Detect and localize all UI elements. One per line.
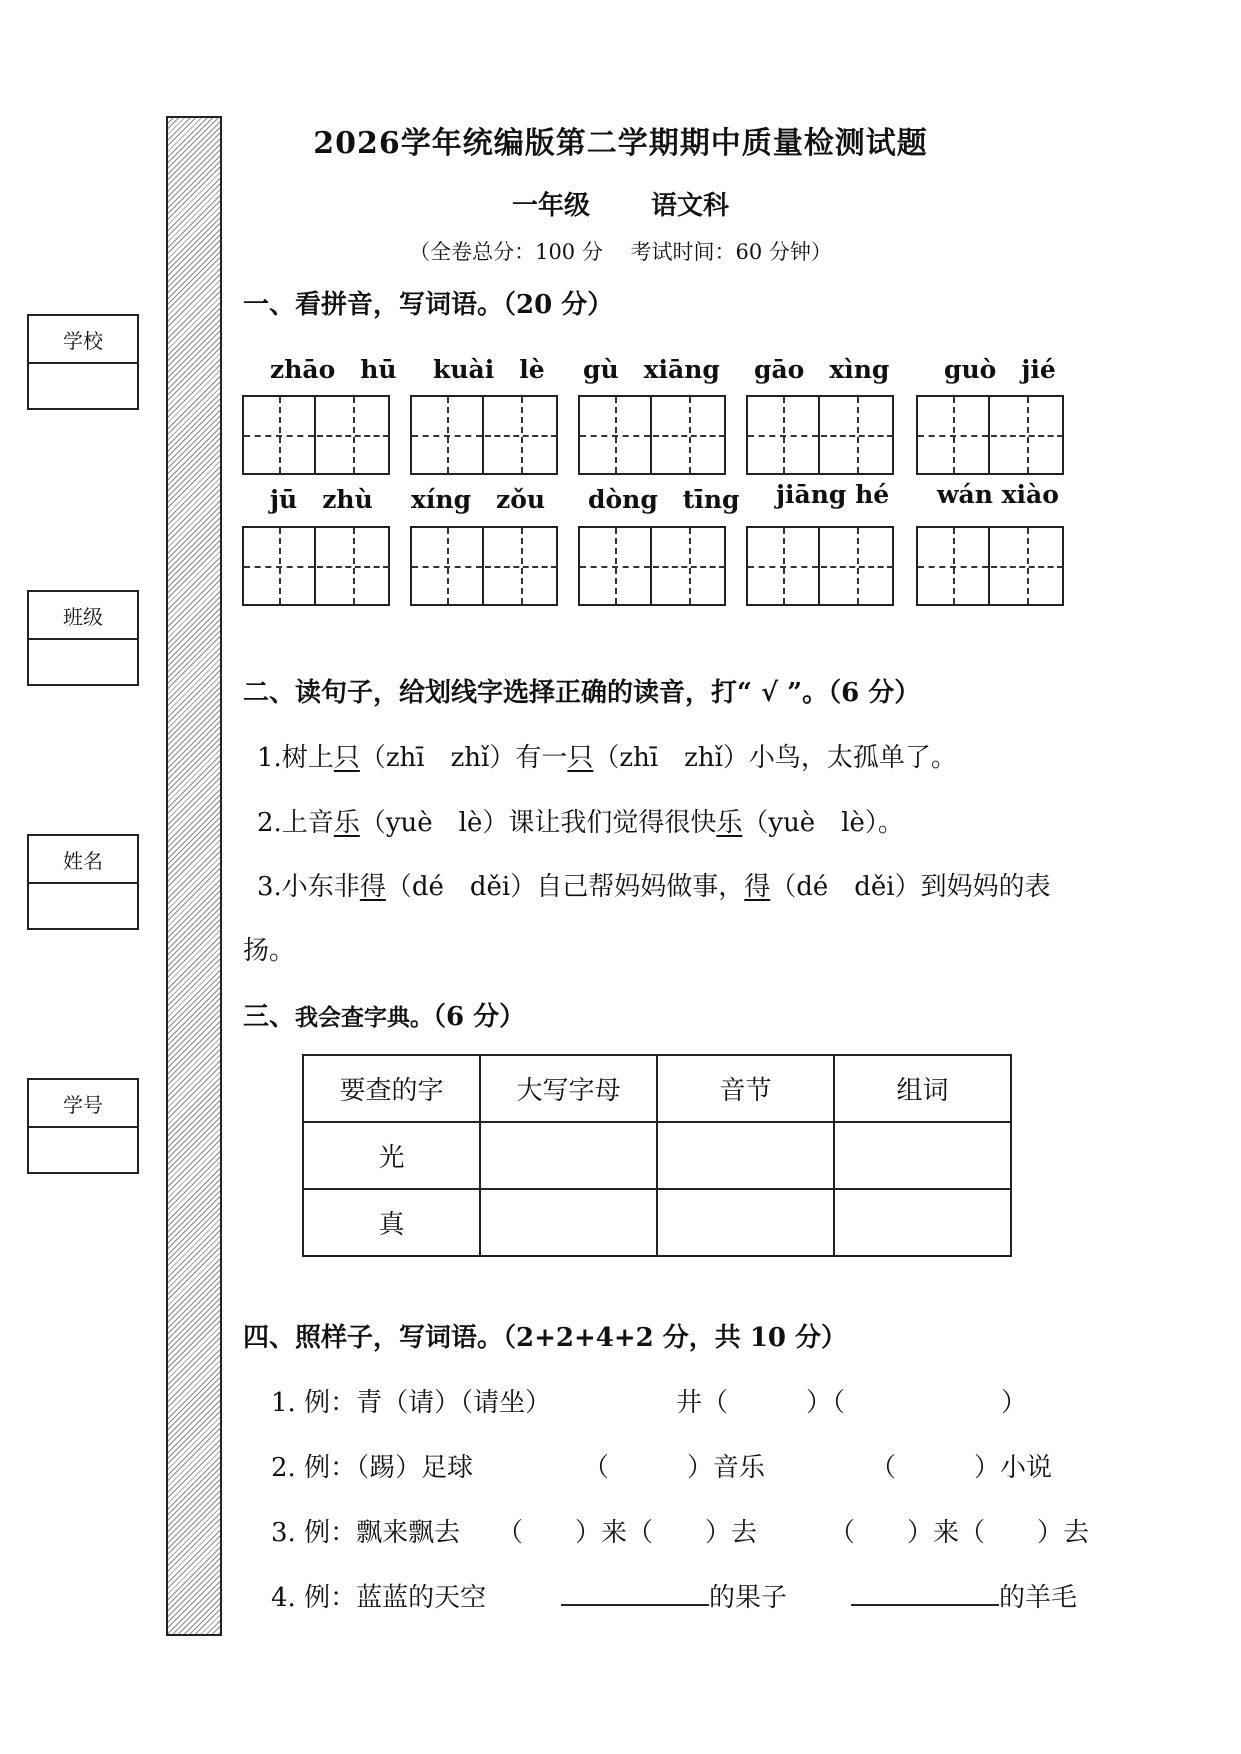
- name-box[interactable]: [27, 834, 139, 930]
- text: 2.上音: [257, 808, 334, 838]
- school-label: 学校: [29, 316, 137, 364]
- table-row: [303, 1122, 1011, 1189]
- text: （zhī zhǐ）有一: [359, 743, 568, 773]
- table-header-row: [303, 1055, 1011, 1122]
- pinyin-2: kuài lè: [433, 355, 545, 384]
- school-box[interactable]: [27, 314, 139, 410]
- sentence-1: [257, 737, 957, 774]
- answer-cell[interactable]: [834, 1189, 1011, 1256]
- header-cell: 音节: [657, 1055, 834, 1122]
- table-row: [303, 1189, 1011, 1256]
- writing-grid[interactable]: [410, 395, 558, 475]
- writing-grid[interactable]: [746, 526, 894, 606]
- class-label: 班级: [29, 592, 137, 640]
- writing-grid[interactable]: [578, 526, 726, 606]
- answer-blank[interactable]: [561, 1580, 709, 1606]
- text: （zhī zhǐ）小鸟，太孤单了。: [593, 743, 957, 773]
- table-cell: 真: [303, 1189, 480, 1256]
- text: （6 分）: [433, 1002, 526, 1032]
- writing-grid[interactable]: [410, 526, 558, 606]
- sentence-3-cont: 扬。: [243, 936, 296, 966]
- example-2: 2. 例：（踢）足球: [271, 1453, 474, 1483]
- pinyin-1: zhāo hū: [270, 355, 397, 384]
- underlined-char: 得: [359, 872, 386, 902]
- answer-cell[interactable]: [480, 1189, 657, 1256]
- text: （dé děi）到妈妈的表: [770, 872, 1051, 902]
- number-box[interactable]: [27, 1078, 139, 1174]
- sentence-2: [257, 802, 904, 839]
- writing-grid[interactable]: [242, 526, 390, 606]
- answer-1[interactable]: 井（ ）（ ）: [676, 1388, 1028, 1418]
- section1-heading: 一、看拼音，写词语。（20 分）: [243, 290, 614, 320]
- writing-grid[interactable]: [746, 395, 894, 475]
- writing-grid[interactable]: [916, 526, 1064, 606]
- number-label: 学号: [29, 1080, 137, 1128]
- underlined-char: 只: [567, 743, 594, 773]
- pinyin-8: dòng tīng: [588, 485, 740, 514]
- text: （yuè lè）课让我们觉得很快: [359, 808, 717, 838]
- underlined-char: 得: [744, 872, 771, 902]
- underlined-char: 乐: [333, 808, 360, 838]
- pinyin-9: jiāng hé: [776, 480, 890, 509]
- answer-4a[interactable]: [561, 1577, 787, 1614]
- pinyin-5: guò jié: [944, 355, 1056, 384]
- header-cell: 组词: [834, 1055, 1011, 1122]
- pinyin-7: xíng zǒu: [411, 485, 546, 514]
- header-cell: 要查的字: [303, 1055, 480, 1122]
- answer-cell[interactable]: [480, 1122, 657, 1189]
- writing-grid[interactable]: [242, 395, 390, 475]
- header-cell: 大写字母: [480, 1055, 657, 1122]
- underlined-char: 乐: [716, 808, 743, 838]
- writing-grid[interactable]: [916, 395, 1064, 475]
- example-1: 1. 例：青（请）（请坐）: [271, 1388, 552, 1418]
- answer-blank[interactable]: [851, 1580, 999, 1606]
- text: （dé děi）自己帮妈妈做事，: [385, 872, 745, 902]
- table-cell: 光: [303, 1122, 480, 1189]
- answer-4b[interactable]: [851, 1577, 1077, 1614]
- text: 3.小东非: [257, 872, 360, 902]
- class-box[interactable]: [27, 590, 139, 686]
- example-3: 3. 例：飘来飘去: [271, 1518, 461, 1548]
- name-label: 姓名: [29, 836, 137, 884]
- text: （yuè lè）。: [742, 808, 904, 838]
- section2-heading: 二、读句子，给划线字选择正确的读音，打“ √ ”。（6 分）: [243, 678, 921, 708]
- text: 我会查字典。: [295, 1004, 434, 1031]
- text: 1.树上: [257, 743, 334, 773]
- answer-3b[interactable]: （ ）来（ ）去: [829, 1518, 1090, 1548]
- text: 三、: [243, 1002, 296, 1032]
- exam-info: （全卷总分：100 分 考试时间：60 分钟）: [409, 240, 832, 264]
- writing-grid[interactable]: [578, 395, 726, 475]
- pinyin-6: jū zhù: [270, 485, 373, 514]
- sentence-3: [257, 866, 1051, 903]
- answer-3a[interactable]: （ ）来（ ）去: [497, 1518, 758, 1548]
- answer-cell[interactable]: [657, 1189, 834, 1256]
- page-subtitle: 一年级 语文科: [511, 191, 730, 221]
- page-title: 2026学年统编版第二学期期中质量检测试题: [313, 126, 928, 161]
- underlined-char: 只: [333, 743, 360, 773]
- text: 的果子: [709, 1583, 788, 1613]
- binding-strip: [166, 116, 222, 1636]
- section4-heading: 四、照样子，写词语。（2+2+4+2 分，共 10 分）: [243, 1323, 848, 1353]
- dictionary-table: [302, 1054, 1012, 1257]
- answer-cell[interactable]: [657, 1122, 834, 1189]
- answer-2b[interactable]: （ ）小说: [870, 1453, 1053, 1483]
- pinyin-10: wán xiào: [937, 480, 1059, 509]
- answer-2a[interactable]: （ ）音乐: [583, 1453, 766, 1483]
- example-4: 4. 例：蓝蓝的天空: [271, 1583, 487, 1613]
- text: 的羊毛: [999, 1583, 1078, 1613]
- answer-cell[interactable]: [834, 1122, 1011, 1189]
- pinyin-3: gù xiāng: [583, 355, 720, 384]
- section3-heading: [243, 996, 525, 1033]
- pinyin-4: gāo xìng: [754, 355, 890, 384]
